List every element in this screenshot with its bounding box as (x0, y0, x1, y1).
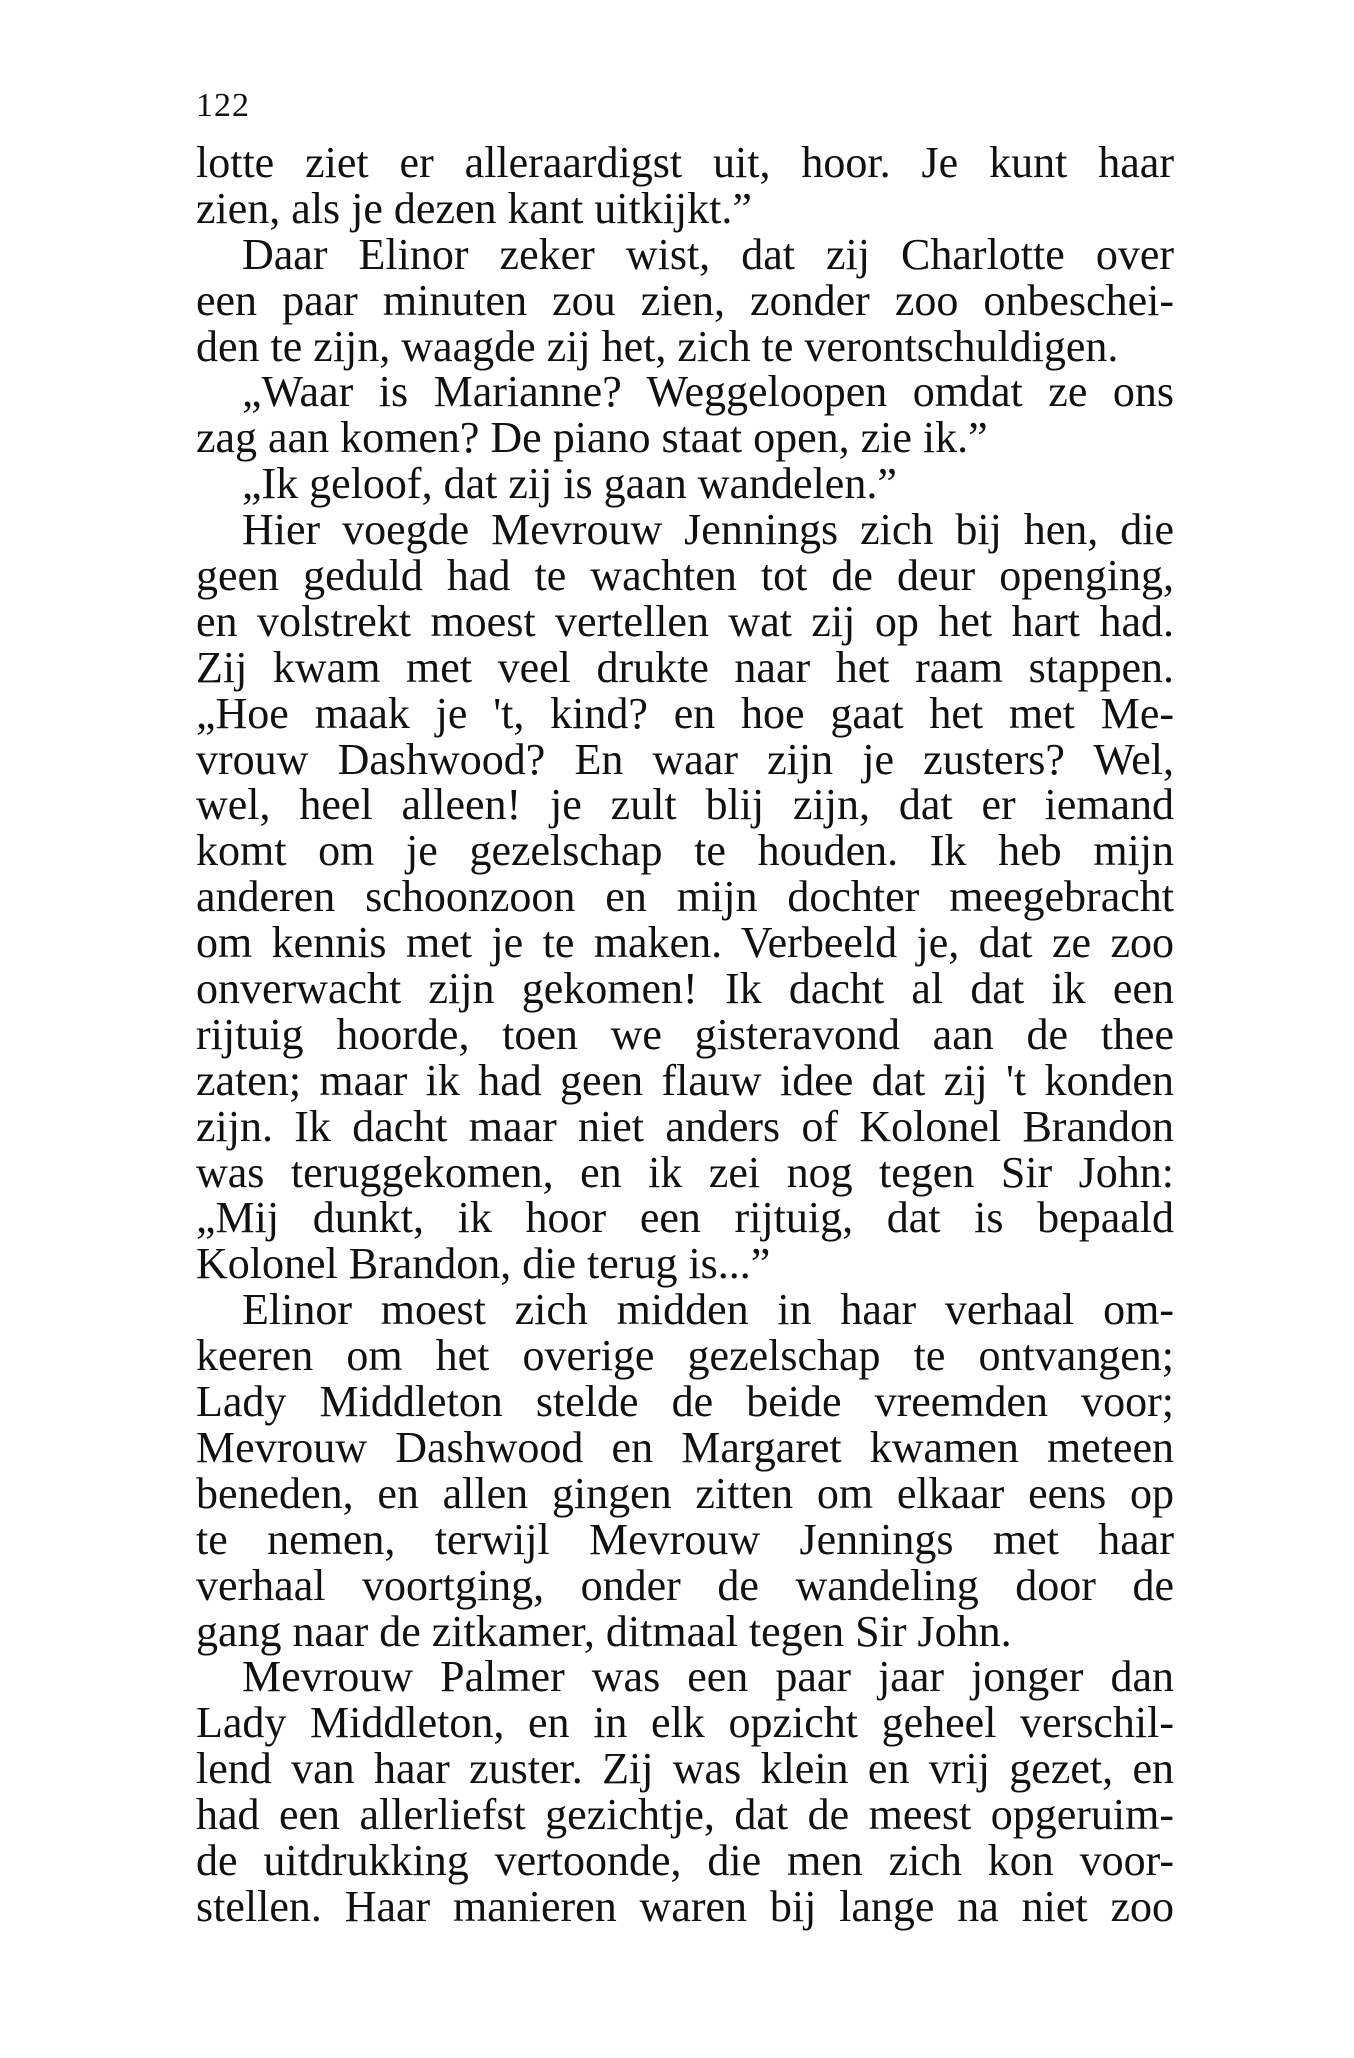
text-line: vrouw Dashwood? En waar zijn je zusters? Wel, (196, 734, 1174, 784)
text-line: Mevrouw Palmer was een paar jaar jonger dan (242, 1652, 1174, 1702)
text-line: „Hoe maak je 't, kind? en hoe gaat het met Me- (196, 688, 1174, 738)
text-line: Mevrouw Dashwood en Margaret kwamen meteen (196, 1422, 1174, 1472)
text-line: de uitdrukking vertoonde, die men zich kon voor- (196, 1835, 1174, 1885)
text-line: „Mij dunkt, ik hoor een rijtuig, dat is bepaald (196, 1193, 1174, 1243)
text-line: had een allerliefst gezichtje, dat de meest opgeruim- (196, 1790, 1174, 1840)
text-line: gang naar de zitkamer, ditmaal tegen Sir John. (196, 1606, 1012, 1656)
text-line: „Waar is Marianne? Weggeloopen omdat ze ons (242, 367, 1174, 417)
text-line: Kolonel Brandon, die terug is...” (196, 1239, 771, 1289)
text-line: zag aan komen? De piano staat open, zie ik.” (196, 413, 988, 463)
text-line: anderen schoonzoon en mijn dochter meegebracht (196, 872, 1174, 922)
text-line: „Ik geloof, dat zij is gaan wandelen.” (242, 459, 897, 509)
text-line: Lady Middleton, en in elk opzicht geheel verschil- (196, 1698, 1174, 1748)
text-line: Zij kwam met veel drukte naar het raam stappen. (196, 642, 1174, 692)
text-line: den te zijn, waagde zij het, zich te verontschuldigen. (196, 321, 1119, 371)
text-line: Hier voegde Mevrouw Jennings zich bij hen, die (242, 505, 1174, 555)
text-line: Daar Elinor zeker wist, dat zij Charlotte over (242, 229, 1174, 279)
text-line: Elinor moest zich midden in haar verhaal om- (242, 1285, 1174, 1335)
text-line: te nemen, terwijl Mevrouw Jennings met haar (196, 1514, 1174, 1564)
text-line: was teruggekomen, en ik zei nog tegen Sir John: (196, 1147, 1174, 1197)
text-line: zijn. Ik dacht maar niet anders of Kolonel Brandon (196, 1101, 1174, 1151)
text-line: zaten; maar ik had geen flauw idee dat zij 't konden (196, 1055, 1174, 1105)
text-line: komt om je gezelschap te houden. Ik heb mijn (196, 826, 1174, 876)
text-line: verhaal voortging, onder de wandeling door de (196, 1560, 1174, 1610)
text-line: geen geduld had te wachten tot de deur openging, (196, 551, 1174, 601)
text-line: lend van haar zuster. Zij was klein en vrij gezet, en (196, 1744, 1174, 1794)
text-line: Lady Middleton stelde de beide vreemden voor; (196, 1377, 1174, 1427)
text-line: onverwacht zijn gekomen! Ik dacht al dat ik een (196, 964, 1174, 1014)
text-line: stellen. Haar manieren waren bij lange na niet zoo (196, 1881, 1174, 1931)
text-line: keeren om het overige gezelschap te ontvangen; (196, 1331, 1174, 1381)
text-line: rijtuig hoorde, toen we gisteravond aan de thee (196, 1009, 1174, 1059)
page-number: 122 (196, 87, 250, 124)
text-line: wel, heel alleen! je zult blij zijn, dat er iemand (196, 780, 1174, 830)
text-line: beneden, en allen gingen zitten om elkaar eens op (196, 1468, 1174, 1518)
text-line: zien, als je dezen kant uitkijkt.” (196, 183, 752, 233)
text-line: lotte ziet er alleraardigst uit, hoor. Je kunt haar (196, 138, 1174, 187)
text-line: een paar minuten zou zien, zonder zoo onbeschei- (196, 275, 1174, 325)
text-line: om kennis met je te maken. Verbeeld je, dat ze zoo (196, 918, 1174, 968)
body-text (196, 140, 1174, 1930)
text-line: en volstrekt moest vertellen wat zij op het hart had. (196, 596, 1174, 646)
